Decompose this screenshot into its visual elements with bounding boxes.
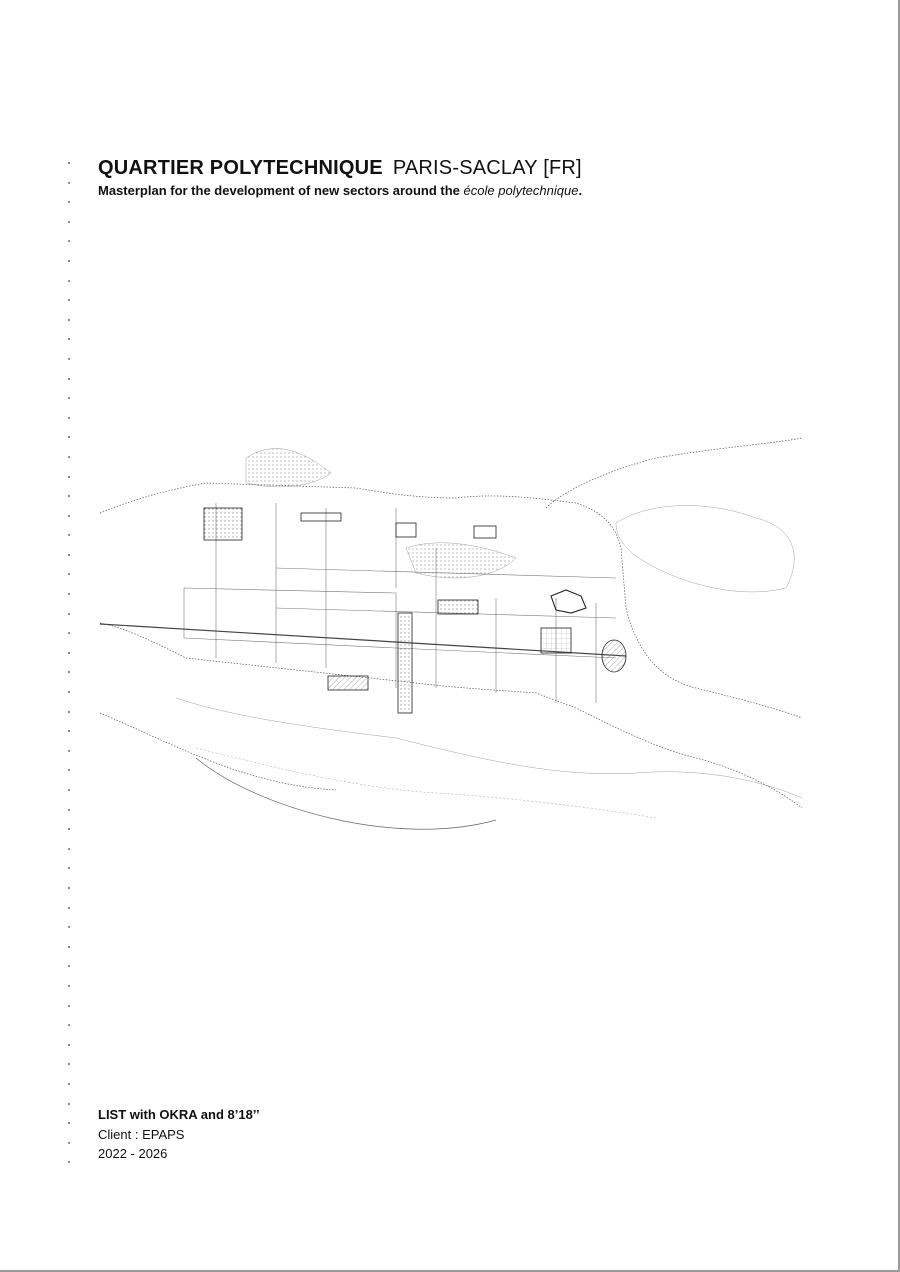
margin-dot xyxy=(68,573,70,575)
margin-dot xyxy=(68,221,70,223)
margin-dot xyxy=(68,632,70,634)
margin-dot xyxy=(68,711,70,713)
masterplan-grid xyxy=(100,503,626,703)
credits-client: Client : EPAPS xyxy=(98,1126,185,1142)
page-title xyxy=(98,157,582,180)
margin-dot xyxy=(68,1083,70,1085)
margin-dot xyxy=(68,1122,70,1124)
masterplan-outline xyxy=(100,438,802,808)
page-subtitle xyxy=(98,183,582,198)
margin-dot xyxy=(68,593,70,595)
margin-dot xyxy=(68,867,70,869)
margin-dot xyxy=(68,436,70,438)
margin-dot xyxy=(68,1024,70,1026)
project-credits xyxy=(98,1105,260,1164)
margin-dot xyxy=(68,515,70,517)
margin-dot xyxy=(68,1161,70,1163)
margin-dot xyxy=(68,338,70,340)
margin-dot-column xyxy=(68,162,74,1181)
masterplan-drawing xyxy=(96,428,806,838)
margin-dot xyxy=(68,397,70,399)
margin-dot xyxy=(68,417,70,419)
margin-dot xyxy=(68,750,70,752)
project-location: PARIS-SACLAY [FR] xyxy=(392,157,582,179)
masterplan-blocks xyxy=(204,508,626,713)
margin-dot xyxy=(68,1005,70,1007)
margin-dot xyxy=(68,1103,70,1105)
margin-dot xyxy=(68,946,70,948)
margin-dot xyxy=(68,809,70,811)
margin-dot xyxy=(68,985,70,987)
margin-dot xyxy=(68,730,70,732)
subtitle-end: . xyxy=(578,183,583,198)
margin-dot xyxy=(68,534,70,536)
margin-dot xyxy=(68,1142,70,1144)
margin-dot xyxy=(68,260,70,262)
margin-dot xyxy=(68,201,70,203)
margin-dot xyxy=(68,240,70,242)
subtitle-text: Masterplan for the development of new sectors around the xyxy=(98,183,460,198)
margin-dot xyxy=(68,769,70,771)
margin-dot xyxy=(68,691,70,693)
margin-dot xyxy=(68,907,70,909)
subtitle-italic: école polytechnique xyxy=(463,183,579,198)
margin-dot xyxy=(68,358,70,360)
margin-dot xyxy=(68,887,70,889)
margin-dot xyxy=(68,280,70,282)
margin-dot xyxy=(68,476,70,478)
margin-dot xyxy=(68,828,70,830)
margin-dot xyxy=(68,926,70,928)
margin-dot xyxy=(68,319,70,321)
margin-dot xyxy=(68,554,70,556)
credits-team: LIST with OKRA and 8’18’’ xyxy=(98,1107,260,1122)
margin-dot xyxy=(68,495,70,497)
margin-dot xyxy=(68,456,70,458)
margin-dot xyxy=(68,1063,70,1065)
margin-dot xyxy=(68,378,70,380)
credits-years: 2022 - 2026 xyxy=(98,1146,168,1161)
margin-dot xyxy=(68,299,70,301)
margin-dot xyxy=(68,1044,70,1046)
margin-dot xyxy=(68,613,70,615)
margin-dot xyxy=(68,789,70,791)
margin-dot xyxy=(68,848,70,850)
masterplan-landscape xyxy=(176,449,802,818)
project-name: QUARTIER POLYTECHNIQUE xyxy=(98,157,383,179)
margin-dot xyxy=(68,671,70,673)
margin-dot xyxy=(68,162,70,164)
margin-dot xyxy=(68,182,70,184)
margin-dot xyxy=(68,965,70,967)
margin-dot xyxy=(68,652,70,654)
